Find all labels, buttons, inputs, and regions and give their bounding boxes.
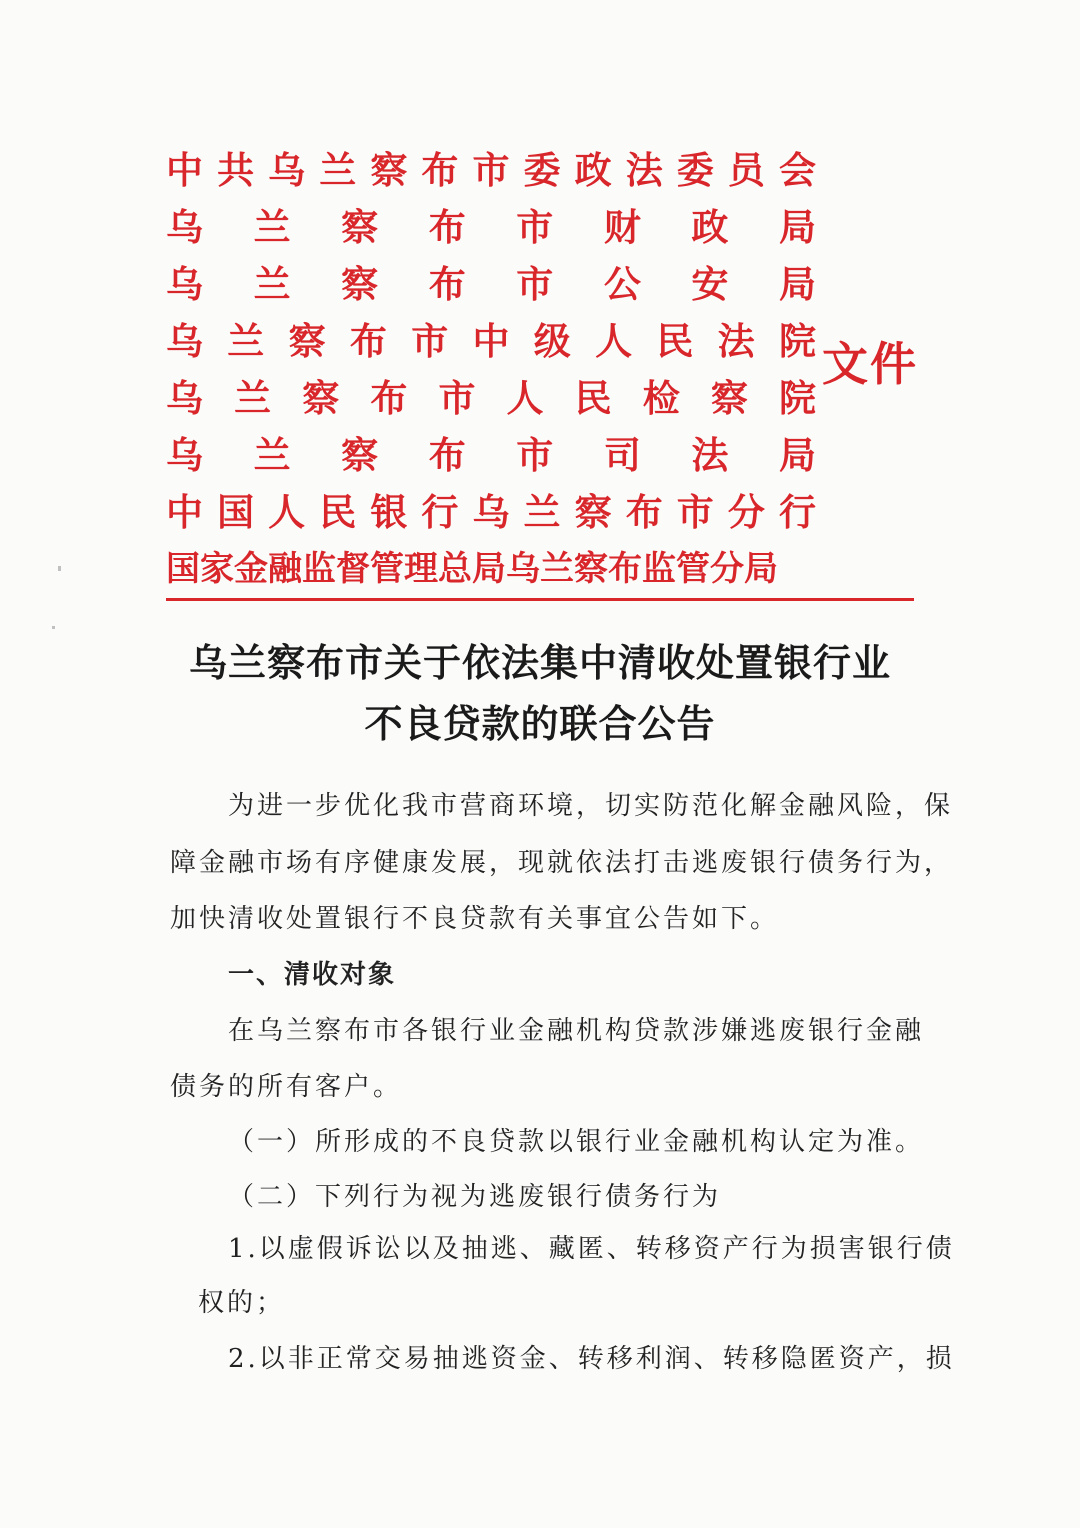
org-char: 察 <box>574 491 612 534</box>
org-line <box>166 313 816 370</box>
org-char: 布 <box>625 491 663 534</box>
org-char: 乌 <box>268 149 306 192</box>
org-char: 市 <box>516 434 554 477</box>
org-char: 行 <box>778 491 816 534</box>
org-char: 察 <box>370 149 408 192</box>
paragraph-line: 为进一步优化我市营商环境，切实防范化解金融风险，保 <box>228 791 954 821</box>
org-char: 布 <box>608 549 642 589</box>
org-char: 察 <box>710 377 748 420</box>
org-char: 布 <box>421 149 459 192</box>
org-char: 乌 <box>166 206 203 249</box>
sub-item-line: 权的； <box>198 1288 286 1318</box>
org-char: 市 <box>516 263 554 306</box>
org-char: 布 <box>428 434 466 477</box>
org-char: 布 <box>349 320 387 363</box>
org-char: 公 <box>603 263 641 306</box>
org-char: 融 <box>268 549 302 589</box>
org-line <box>166 142 816 199</box>
org-char: 管 <box>370 549 404 589</box>
org-char: 院 <box>778 320 816 363</box>
org-char: 安 <box>691 263 729 306</box>
org-char: 乌 <box>166 434 203 477</box>
org-char: 分 <box>727 491 765 534</box>
org-line <box>166 427 816 484</box>
org-char: 委 <box>676 149 714 192</box>
org-char: 布 <box>370 377 408 420</box>
org-line <box>166 256 816 313</box>
paragraph-line: 债务的所有客户。 <box>170 1072 403 1102</box>
org-char: 市 <box>438 377 476 420</box>
org-char: 兰 <box>523 491 561 534</box>
org-char: 银 <box>370 491 408 534</box>
org-char: 乌 <box>166 320 203 363</box>
org-char: 兰 <box>234 377 272 420</box>
org-char: 金 <box>234 549 268 589</box>
org-char: 中 <box>166 491 203 534</box>
org-char: 中 <box>166 149 203 192</box>
org-line <box>166 199 816 256</box>
org-char: 司 <box>603 434 641 477</box>
org-char: 中 <box>472 320 510 363</box>
org-char: 布 <box>428 206 466 249</box>
org-char: 局 <box>778 263 816 306</box>
org-char: 国 <box>166 549 200 589</box>
org-char: 察 <box>341 263 379 306</box>
issuing-organizations <box>166 142 816 598</box>
org-char: 人 <box>268 491 306 534</box>
org-char: 家 <box>200 549 234 589</box>
org-char: 局 <box>778 434 816 477</box>
scan-speck <box>52 626 55 629</box>
org-char: 乌 <box>166 263 203 306</box>
org-char: 乌 <box>166 377 203 420</box>
org-line <box>166 541 816 598</box>
org-char: 督 <box>336 549 370 589</box>
org-char: 监 <box>302 549 336 589</box>
org-char: 级 <box>533 320 571 363</box>
org-char: 市 <box>676 491 714 534</box>
org-char: 察 <box>574 549 608 589</box>
org-char: 局 <box>778 206 816 249</box>
org-char: 兰 <box>540 549 574 589</box>
red-divider <box>166 598 914 601</box>
scan-speck <box>58 566 61 571</box>
notice-title-line1: 乌兰察布市关于依法集中清收处置银行业 <box>188 641 891 685</box>
org-char: 院 <box>778 377 816 420</box>
org-char: 理 <box>404 549 438 589</box>
paragraph-line: 加快清收处置银行不良贷款有关事宜公告如下。 <box>170 904 780 934</box>
org-char: 财 <box>603 206 641 249</box>
org-char: 政 <box>574 149 612 192</box>
section-heading: 一、清收对象 <box>228 960 397 990</box>
org-char: 人 <box>595 320 633 363</box>
org-char: 兰 <box>227 320 265 363</box>
org-line <box>166 370 816 427</box>
org-char: 检 <box>642 377 680 420</box>
paragraph-line: 在乌兰察布市各银行业金融机构贷款涉嫌逃废银行金融 <box>228 1016 925 1046</box>
org-char: 兰 <box>253 206 291 249</box>
org-char: 乌 <box>506 549 540 589</box>
org-char: 局 <box>744 549 778 589</box>
document-suffix: 文件 <box>822 337 918 391</box>
org-char: 管 <box>676 549 710 589</box>
org-char: 市 <box>472 149 510 192</box>
org-char: 市 <box>516 206 554 249</box>
org-char: 乌 <box>472 491 510 534</box>
org-char: 民 <box>574 377 612 420</box>
org-char: 局 <box>472 549 506 589</box>
org-char: 察 <box>341 434 379 477</box>
org-char: 察 <box>341 206 379 249</box>
org-char: 行 <box>421 491 459 534</box>
list-item: （二）下列行为视为逃废银行债务行为 <box>228 1182 722 1212</box>
sub-item-line: 2.以非正常交易抽逃资金、转移利润、转移隐匿资产，损 <box>228 1344 955 1374</box>
org-char: 法 <box>717 320 755 363</box>
org-char: 法 <box>625 149 663 192</box>
org-char: 兰 <box>253 434 291 477</box>
org-char: 总 <box>438 549 472 589</box>
org-char: 察 <box>288 320 326 363</box>
list-item: （一）所形成的不良贷款以银行业金融机构认定为准。 <box>228 1127 925 1157</box>
org-char: 国 <box>217 491 255 534</box>
org-char: 监 <box>642 549 676 589</box>
org-char: 会 <box>778 149 816 192</box>
org-char: 人 <box>506 377 544 420</box>
org-char: 兰 <box>319 149 357 192</box>
org-char: 民 <box>656 320 694 363</box>
sub-item-line: 1.以虚假诉讼以及抽逃、藏匿、转移资产行为损害银行债 <box>228 1234 955 1264</box>
org-line <box>166 484 816 541</box>
org-char: 市 <box>411 320 449 363</box>
org-char: 民 <box>319 491 357 534</box>
org-char: 员 <box>727 149 765 192</box>
notice-title-line2: 不良贷款的联合公告 <box>364 702 716 746</box>
org-char: 法 <box>691 434 729 477</box>
org-char: 政 <box>691 206 729 249</box>
org-char: 察 <box>302 377 340 420</box>
org-char: 共 <box>217 149 255 192</box>
org-char: 分 <box>710 549 744 589</box>
paragraph-line: 障金融市场有序健康发展，现就依法打击逃废银行债务行为， <box>170 848 954 878</box>
org-char: 委 <box>523 149 561 192</box>
org-char: 布 <box>428 263 466 306</box>
org-char: 兰 <box>253 263 291 306</box>
